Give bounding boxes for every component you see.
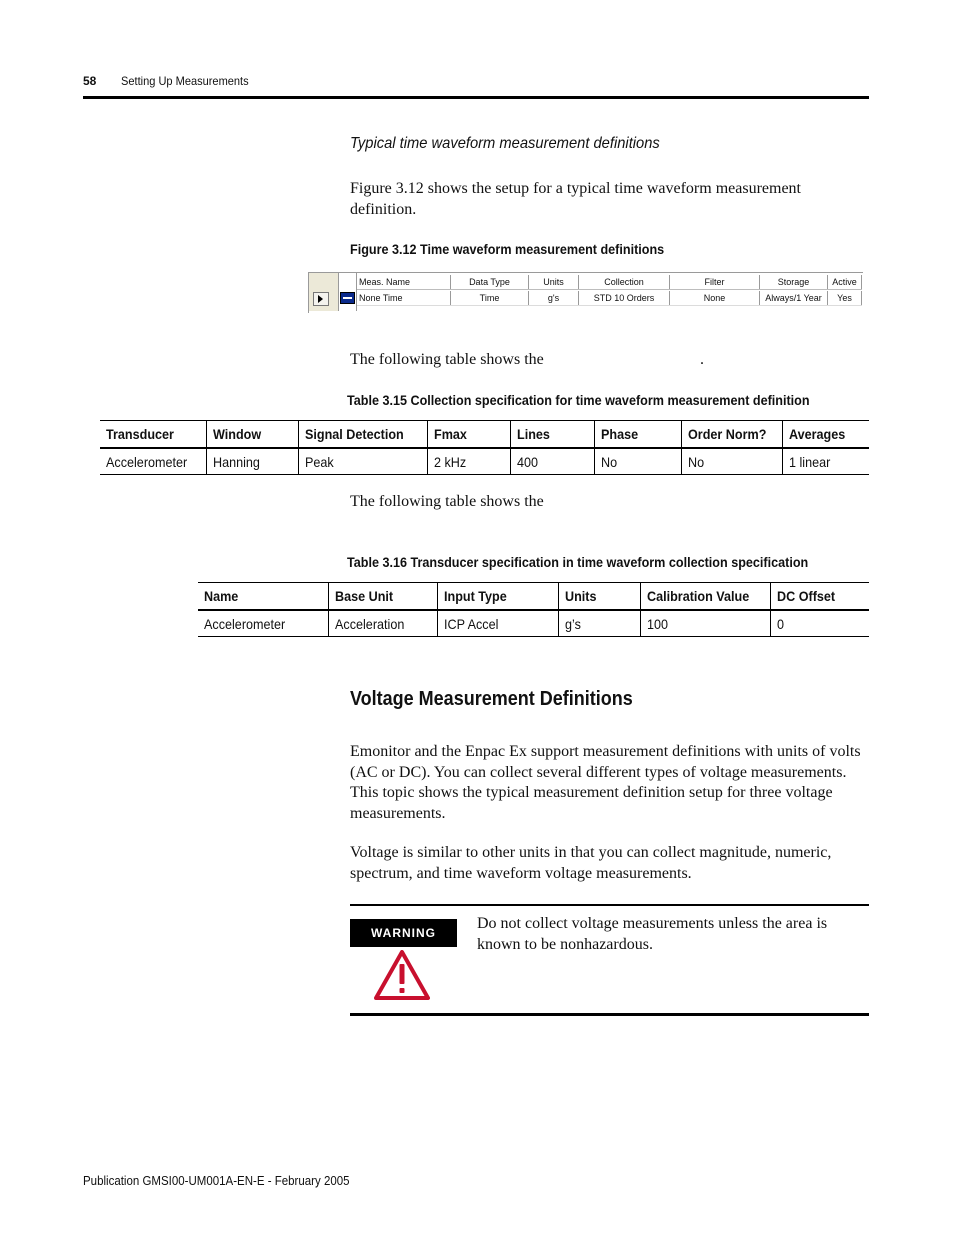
table15-cell: Accelerometer (100, 448, 207, 475)
table15-lead-trailing: . (700, 351, 704, 368)
table-row (100, 448, 869, 475)
grid-header-storage[interactable]: Storage (760, 275, 828, 289)
measurement-grid-screenshot (308, 272, 863, 313)
table16-cell: 0 (770, 610, 869, 637)
table15-header-cell: Window (207, 421, 299, 449)
table16-cell: Acceleration (328, 610, 437, 637)
header-rule (83, 96, 869, 99)
table15-cell: No (682, 448, 782, 475)
table16-header-cell: Calibration Value (640, 583, 770, 611)
grid-header-units[interactable]: Units (529, 275, 579, 289)
table16-header-cell: Name (198, 583, 328, 611)
table16-cell: ICP Accel (437, 610, 558, 637)
section-title: Voltage Measurement Definitions (350, 688, 633, 710)
warning-label: WARNING (350, 919, 457, 947)
table15-cell: Hanning (207, 448, 299, 475)
table15-header-cell: Lines (511, 421, 595, 449)
voltage-paragraph-2: Voltage is similar to other units in that you can collect magnitude, numeric, spectrum, and time waveform voltage measurements. (350, 844, 832, 882)
grid-cell-active[interactable]: Yes (828, 291, 862, 305)
table15-cell: Peak (299, 448, 428, 475)
grid-cell-collection[interactable]: STD 10 Orders (579, 291, 670, 305)
table15-cell: 2 kHz (427, 448, 511, 475)
grid-cell-units[interactable]: g's (529, 291, 579, 305)
table15-header-cell: Phase (594, 421, 682, 449)
table15-header-cell: Order Norm? (682, 421, 782, 449)
grid-cell-filter[interactable]: None (670, 291, 760, 305)
warning-bottom-rule (350, 1013, 869, 1016)
table16-header-row (198, 583, 869, 611)
publication-footer: Publication GMSI00-UM001A-EN-E - February 2005 (83, 1174, 350, 1188)
icon-column (339, 273, 357, 311)
table16 (198, 582, 869, 637)
table15-cell: 400 (511, 448, 595, 475)
grid-cell-storage[interactable]: Always/1 Year (760, 291, 828, 305)
table16-header-cell: Base Unit (328, 583, 437, 611)
table-row (198, 610, 869, 637)
grid-header-meas-name[interactable]: Meas. Name (357, 275, 451, 289)
warning-triangle-icon (374, 950, 430, 1000)
grid-cell-meas-name[interactable]: None Time (357, 291, 451, 305)
table15-cell: No (594, 448, 682, 475)
subheading: Typical time waveform measurement definitions (350, 135, 660, 152)
running-header: Setting Up Measurements (121, 74, 249, 88)
intro-paragraph: Figure 3.12 shows the setup for a typical time waveform measurement definition. (350, 180, 801, 218)
table15-header-cell: Transducer (100, 421, 207, 449)
row-selector-column (309, 273, 339, 311)
voltage-paragraph-1: Emonitor and the Enpac Ex support measurement definitions with units of volts (AC or DC). You can collect several different types of voltage measurements. This topic shows the typical measurement definition setup for three voltage measurements. (350, 743, 861, 822)
row-pointer-icon[interactable] (313, 292, 329, 306)
table16-caption: Table 3.16 Transducer specification in time waveform collection specification (347, 554, 809, 570)
table15-cell: 1 linear (782, 448, 869, 475)
table15-lead-text: The following table shows the (350, 351, 544, 368)
table16-cell: Accelerometer (198, 610, 328, 637)
table16-header-cell: Units (558, 583, 640, 611)
figure-caption: Figure 3.12 Time waveform measurement definitions (350, 241, 665, 257)
time-waveform-icon (340, 292, 355, 304)
table15-header-cell: Signal Detection (299, 421, 428, 449)
table15-header-cell: Averages (782, 421, 869, 449)
grid-header-filter[interactable]: Filter (670, 275, 760, 289)
table16-cell: g’s (558, 610, 640, 637)
table15-header-row (100, 421, 869, 449)
warning-top-rule (350, 904, 869, 906)
table15-lead-paragraph (350, 351, 704, 369)
table16-cell: 100 (640, 610, 770, 637)
table15-header-cell: Fmax (427, 421, 511, 449)
warning-text: Do not collect voltage measurements unless the area is known to be nonhazardous. (477, 915, 828, 953)
table16-header-cell: DC Offset (770, 583, 869, 611)
grid-header-divider (357, 289, 862, 290)
table16-lead-paragraph: The following table shows the (350, 493, 544, 510)
grid-header-data-type[interactable]: Data Type (451, 275, 529, 289)
page-number: 58 (83, 74, 97, 88)
grid-row-divider (357, 305, 862, 306)
table16-header-cell: Input Type (437, 583, 558, 611)
grid-header-collection[interactable]: Collection (579, 275, 670, 289)
table15 (100, 420, 869, 475)
table15-caption: Table 3.15 Collection specification for time waveform measurement definition (347, 392, 810, 408)
grid-header-active[interactable]: Active (828, 275, 862, 289)
grid-cell-data-type[interactable]: Time (451, 291, 529, 305)
